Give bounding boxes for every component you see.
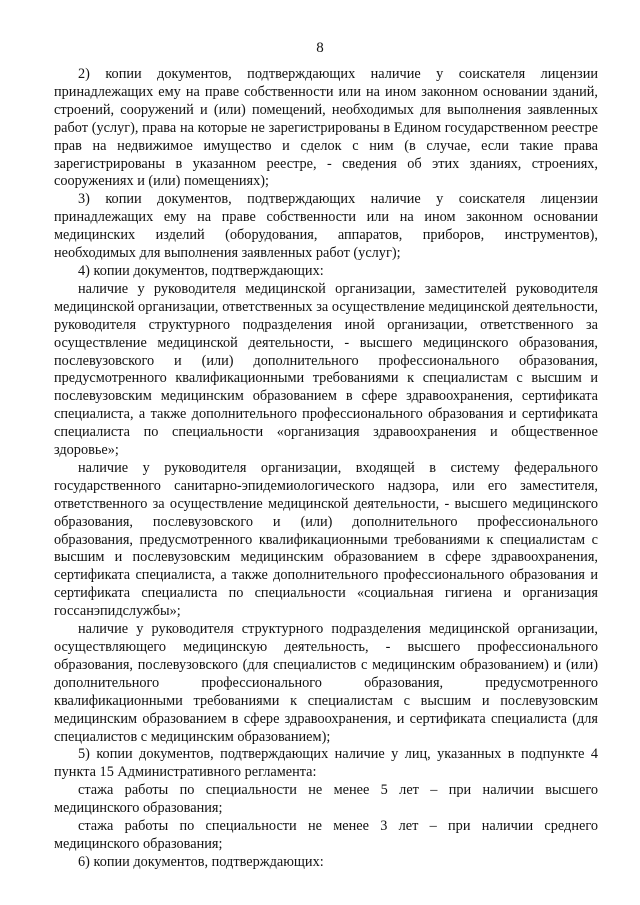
page-number: 8 bbox=[316, 40, 324, 56]
paragraph-item-4: 4) копии документов, подтверждающих: bbox=[78, 262, 324, 279]
document-body bbox=[54, 66, 598, 872]
paragraph-item-6: 6) копии документов, подтверждающих: bbox=[78, 853, 324, 870]
paragraph-sanitary-supervision-head: наличие у руководителя организации, входящей в систему федерального государственного санитарно-эпидемиологического надзора, или его заместителя, ответственного за осуществление медицинской деятельности, - высшего медицинского образования, послевузовского и (или) дополнительного профессионального образования, предусмотренного квалификационными требованиями к специалистам с высшим и послевузовским медицинским образованием в сфере здравоохранения, сертификата специалиста, а также дополнительного профессионального образования и сертификата специалиста по специальности «социальная гигиена и организация госсанэпидслужбы»; bbox=[54, 459, 598, 620]
paragraph-experience-secondary: стажа работы по специальности не менее 3 лет – при наличии среднего медицинского образования; bbox=[54, 818, 598, 852]
paragraph-experience-higher: стажа работы по специальности не менее 5 лет – при наличии высшего медицинского образования; bbox=[54, 782, 598, 817]
paragraph-head-of-organization: наличие у руководителя медицинской организации, заместителей руководителя медицинской организации, ответственных за осуществление медицинской деятельности, руководителя структурного подразделения иной организации, ответственного за осуществление медицинской деятельности, - высшего медицинского образования, послевузовского и (или) дополнительного профессионального образования, предусмотренного квалификационными требованиями к специалистам с высшим и послевузовским медицинским образованием в сфере здравоохранения, сертификата специалиста, а также дополнительного профессионального образования и сертификата специалиста по специальности «организация здравоохранения и общественное здоровье»; bbox=[54, 280, 598, 459]
paragraph-item-3: 3) копии документов, подтверждающих наличие у соискателя лицензии принадлежащих ему на праве собственности или на ином законном основании медицинских изделий (оборудования, аппаратов, приборов, инструментов), необходимых для выполнения заявленных работ (услуг); bbox=[54, 191, 598, 262]
paragraph-structural-unit-head: наличие у руководителя структурного подразделения медицинской организации, осуществляющего медицинскую деятельность, - высшего профессионального образования, послевузовского (для специалистов с медицинским образованием) и (или) дополнительного профессионального образования, предусмотренного квалификационными требованиями к специалистам с высшим и послевузовским медицинским образованием в сфере здравоохранения, и сертификата специалиста (для специалистов с медицинским образованием); bbox=[54, 621, 598, 745]
paragraph-item-5: 5) копии документов, подтверждающих наличие у лиц, указанных в подпункте 4 пункта 15 Административного регламента: bbox=[54, 746, 598, 781]
paragraph-item-2: 2) копии документов, подтверждающих наличие у соискателя лицензии принадлежащих ему на праве собственности или на ином законном основании зданий, строений, сооружений и (или) помещений, необходимых для выполнения заявленных работ (услуг), права на которые не зарегистрированы в Едином государственном реестре прав на недвижимое имущество и сделок с ним (в случае, если такие права зарегистрированы в указанном реестре, - сведения об этих зданиях, строениях, сооружениях и (или) помещениях); bbox=[54, 66, 598, 190]
